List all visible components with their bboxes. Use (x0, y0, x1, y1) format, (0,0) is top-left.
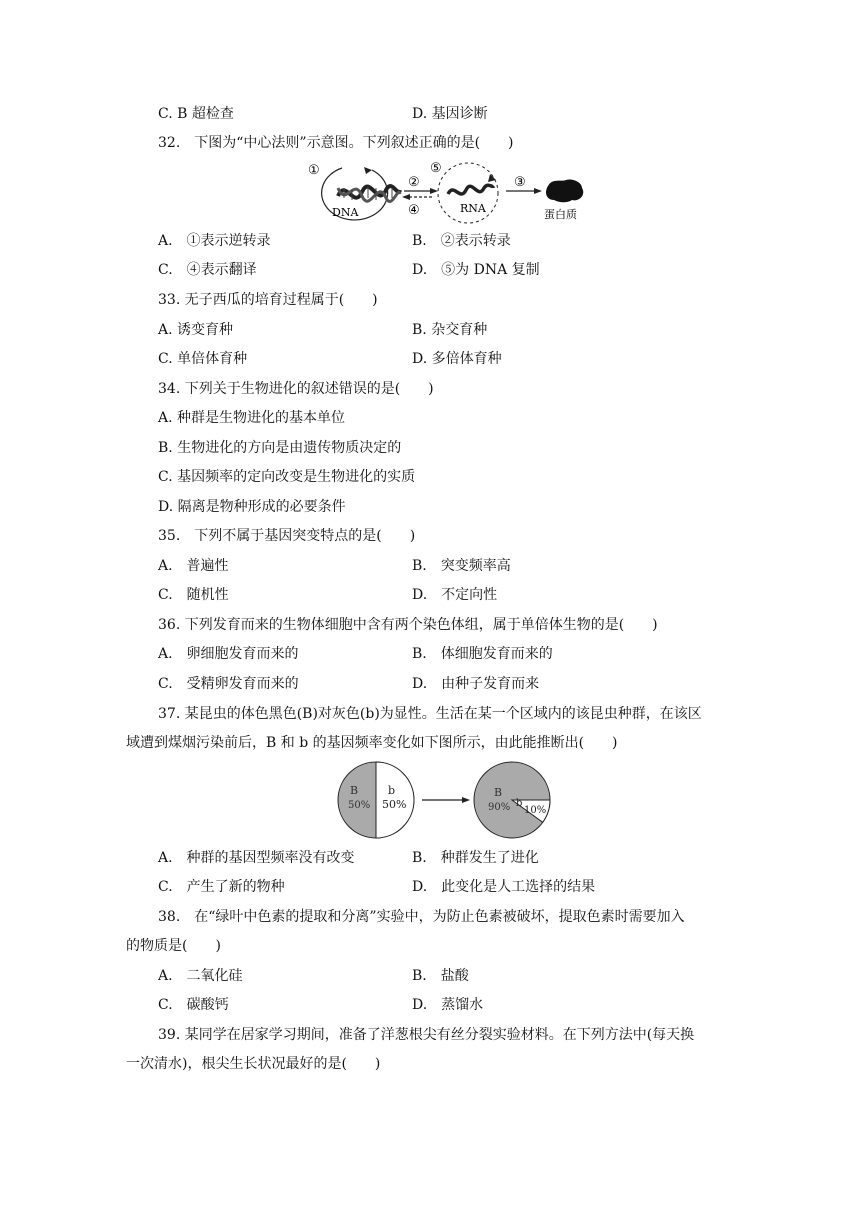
label-4: ④ (408, 203, 420, 218)
q32-option-a: A. ①表示逆转录 (158, 233, 271, 249)
q38-option-c: C. 碳酸钙 (158, 997, 229, 1013)
q32-option-d: D. ⑤为 DNA 复制 (412, 262, 540, 278)
pie1-label-B: B (350, 784, 359, 797)
q37-option-d: D. 此变化是人工选择的结果 (412, 879, 596, 895)
pie2-value-b: 10% (524, 805, 547, 816)
pie2-value-B: 90% (488, 802, 511, 813)
pie1-value-b: 50% (382, 798, 407, 811)
pie1-value-B: 50% (348, 800, 371, 811)
dna-helix-icon (338, 186, 400, 201)
q38-stem-line1: 38. 在“绿叶中色素的提取和分离”实验中，为防止色素被破坏，提取色素时需要加入 (158, 909, 685, 925)
q37-option-b: B. 种群发生了进化 (412, 850, 539, 866)
q35-option-b: B. 突变频率高 (412, 558, 511, 574)
arc-arrowhead-1 (364, 167, 372, 174)
protein-icon (546, 179, 583, 202)
q36-option-c: C. 受精卵发育而来的 (158, 676, 299, 692)
label-rna: RNA (460, 202, 486, 215)
q39-stem-line1: 39. 某同学在居家学习期间，准备了洋葱根尖有丝分裂实验材料。在下列方法中(每天换 (158, 1027, 695, 1043)
q33-option-b: B. 杂交育种 (412, 322, 488, 338)
q34-option-a: A. 种群是生物进化的基本单位 (158, 410, 346, 426)
label-1: ① (308, 163, 320, 178)
q33-option-c: C. 单倍体育种 (158, 351, 248, 367)
q35-stem: 35. 下列不属于基因突变特点的是( ) (158, 528, 416, 544)
q38-option-d: D. 蒸馏水 (412, 997, 484, 1013)
q36-stem: 36. 下列发育而来的生物体细胞中含有两个染色体组，属于单倍体生物的是( ) (158, 617, 658, 633)
pie2-label-b: b (516, 798, 523, 809)
q32-option-b: B. ②表示转录 (412, 233, 511, 249)
q34-stem: 34. 下列关于生物进化的叙述错误的是( ) (158, 381, 434, 397)
q38-option-b: B. 盐酸 (412, 968, 469, 984)
q31-option-c: C. B 超检查 (158, 106, 234, 122)
q35-option-c: C. 随机性 (158, 587, 229, 603)
q35-option-a: A. 普遍性 (158, 558, 229, 574)
rna-strand-icon (448, 185, 494, 194)
q34-option-d: D. 隔离是物种形成的必要条件 (158, 499, 346, 515)
label-5: ⑤ (430, 161, 442, 176)
central-dogma-figure (300, 158, 590, 224)
q38-option-a: A. 二氧化硅 (158, 968, 243, 984)
q35-option-d: D. 不定向性 (412, 587, 498, 603)
label-3: ③ (514, 175, 526, 190)
q36-option-a: A. 卵细胞发育而来的 (158, 646, 299, 662)
q34-option-c: C. 基因频率的定向改变是生物进化的实质 (158, 469, 416, 485)
q37-stem-line1: 37. 某昆虫的体色黑色(B)对灰色(b)为显性。生活在某一个区域内的该昆虫种群，在该区 (158, 706, 702, 722)
q37-option-c: C. 产生了新的物种 (158, 879, 285, 895)
q36-option-d: D. 由种子发育而来 (412, 676, 540, 692)
q31-option-d: D. 基因诊断 (412, 106, 488, 122)
q33-option-a: A. 诱变育种 (158, 322, 234, 338)
q33-stem: 33. 无子西瓜的培育过程属于( ) (158, 292, 378, 308)
label-dna: DNA (332, 206, 359, 219)
pie1-label-b: b (388, 784, 396, 797)
label-2: ② (408, 175, 420, 190)
q36-option-b: B. 体细胞发育而来的 (412, 646, 553, 662)
q38-stem-line2: 的物质是( ) (126, 938, 221, 954)
q37-stem-line2: 域遭到煤烟污染前后，B 和 b 的基因频率变化如下图所示，由此能推断出( ) (126, 735, 618, 751)
q32-stem: 32. 下图为“中心法则”示意图。下列叙述正确的是( ) (158, 135, 514, 151)
label-protein: 蛋白质 (544, 208, 577, 221)
pie2-label-B: B (494, 786, 503, 799)
q33-option-d: D. 多倍体育种 (412, 351, 502, 367)
q39-stem-line2: 一次清水)，根尖生长状况最好的是( ) (126, 1056, 381, 1072)
allele-frequency-figure (336, 758, 556, 842)
q32-option-c: C. ④表示翻译 (158, 262, 257, 278)
q34-option-b: B. 生物进化的方向是由遗传物质决定的 (158, 440, 402, 456)
q37-option-a: A. 种群的基因型频率没有改变 (158, 850, 355, 866)
